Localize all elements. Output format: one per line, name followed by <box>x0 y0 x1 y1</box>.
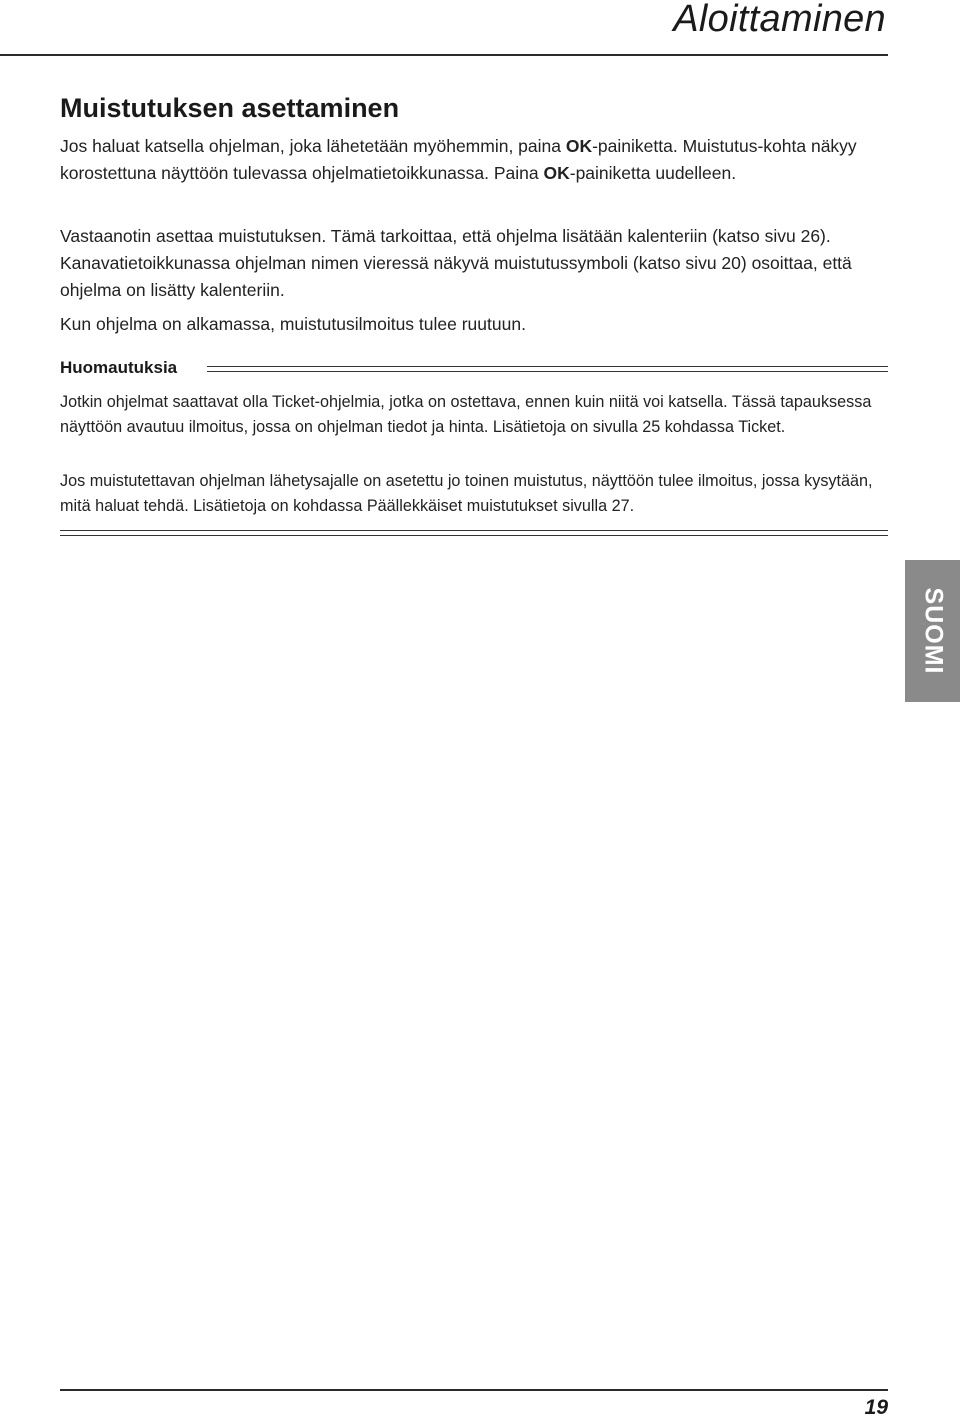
footer-rule <box>60 1389 888 1391</box>
note-1: Jotkin ohjelmat saattavat olla Ticket-ohjelmia, jotka on ostettava, ennen kuin niitä voi katsella. Tässä tapauksessa näyttöön avautuu ilmoitus, jossa on ohjelman tiedot ja hinta. Lisätietoja on sivulla 25 kohdassa Ticket. <box>60 393 872 436</box>
note-2: Jos muistutettavan ohjelman lähetysajalle on asetettu jo toinen muistutus, näyttöön tulee ilmoitus, jossa kysytään, mitä haluat tehdä. Lisätietoja on kohdassa Päällekkäiset muistutukset sivulla 27. <box>60 472 873 515</box>
chapter-title: Aloittaminen <box>673 0 886 40</box>
language-tab <box>905 560 960 702</box>
section-title: Muistutuksen asettaminen <box>60 93 400 123</box>
notes-end-rule <box>60 530 888 536</box>
paragraph-1-text-a: Jos haluat katsella ohjelman, joka lähetetään myöhemmin, paina <box>60 136 566 156</box>
paragraph-1 <box>60 133 880 187</box>
notes-heading-rule <box>207 366 888 372</box>
header-rule <box>0 54 888 56</box>
page-number: 19 <box>864 1396 888 1419</box>
paragraph-3: Kun ohjelma on alkamassa, muistutusilmoitus tulee ruutuun. <box>60 314 526 334</box>
paragraph-1-text-c: -painiketta uudelleen. <box>569 163 737 183</box>
paragraph-1-text-b: -painiketta. Muistutus-kohta näkyy korostettuna näyttöön tulevassa ohjelmatietoikkunassa. Paina <box>60 136 857 183</box>
paragraph-2: Vastaanotin asettaa muistutuksen. Tämä tarkoittaa, että ohjelma lisätään kalenteriin (katso sivu 26). Kanavatietoikkunassa ohjelman nimen vieressä näkyvä muistutussymboli (katso sivu 20) osoittaa, että ohjelma on lisätty kalenteriin. <box>60 226 852 300</box>
language-tab-label: SUOMI <box>919 587 947 675</box>
ok-key-label: OK <box>565 136 593 156</box>
notes-heading: Huomautuksia <box>60 358 178 377</box>
ok-key-label-2: OK <box>543 163 570 183</box>
